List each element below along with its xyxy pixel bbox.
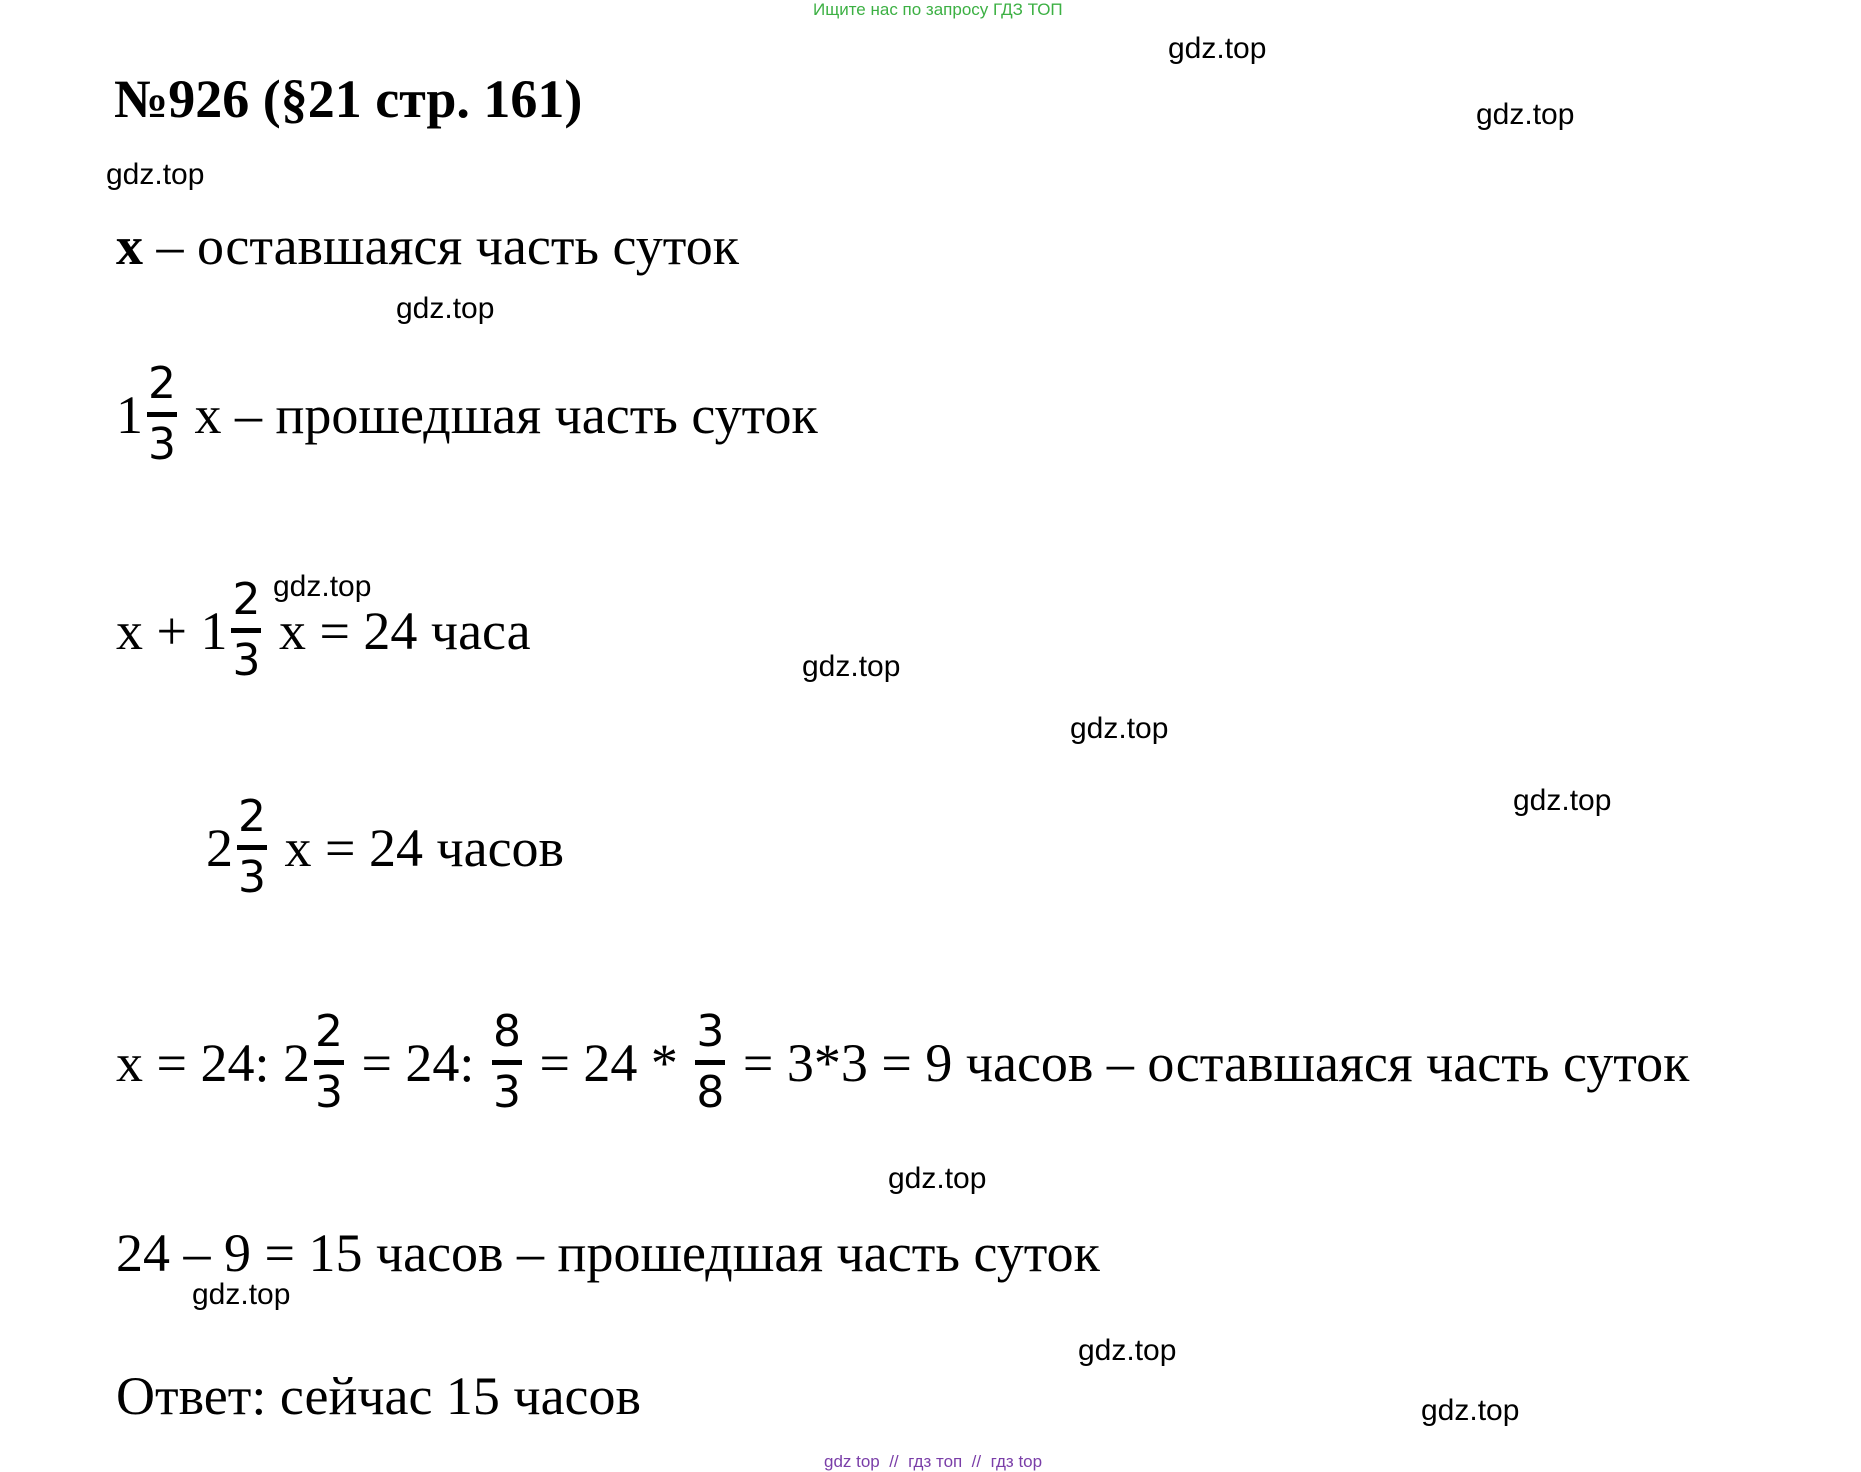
denominator: 3 <box>148 419 176 470</box>
numerator: 2 <box>314 1006 343 1057</box>
watermark: gdz.top <box>802 650 901 683</box>
line-text: x = 24 часов <box>271 817 565 878</box>
denominator: 3 <box>232 635 261 686</box>
line-text: 24 – 9 = 15 часов – прошедшая часть суток <box>116 1223 1100 1283</box>
line-text: = 3*3 = 9 часов – оставшаяся часть суток <box>729 1032 1690 1093</box>
fraction <box>695 1006 725 1118</box>
watermark: gdz.top <box>1421 1394 1520 1427</box>
solution-line-4 <box>206 791 565 903</box>
fraction <box>237 791 267 903</box>
line-text: x – прошедшая часть суток <box>181 384 818 445</box>
watermark: gdz.top <box>1513 784 1612 817</box>
answer-text: Ответ: сейчас 15 часов <box>116 1366 642 1426</box>
footer-watermark: gdz top // гдз топ // гдз top <box>824 1452 1043 1471</box>
solution-line-5 <box>116 1006 1690 1118</box>
problem-title: №926 (§21 стр. 161) <box>114 69 583 129</box>
solution-line-6 <box>116 1222 1100 1284</box>
watermark: gdz.top <box>192 1278 291 1311</box>
fraction <box>492 1006 522 1118</box>
watermark: gdz.top <box>888 1162 987 1195</box>
line-text: x = 24 часа <box>265 600 531 661</box>
fraction <box>147 358 177 470</box>
numerator: 2 <box>232 574 261 625</box>
denominator: 3 <box>238 852 266 903</box>
line-text: = 24: <box>347 1032 488 1093</box>
solution-line-1 <box>116 215 739 277</box>
numerator: 8 <box>492 1006 521 1057</box>
mixed-whole: 2 <box>206 817 233 878</box>
solution-line-3 <box>116 574 531 686</box>
line-text: = 24 * <box>525 1032 692 1093</box>
variable-x: x <box>116 216 143 276</box>
fraction <box>231 574 261 686</box>
watermark: gdz.top <box>1078 1334 1177 1367</box>
watermark: gdz.top <box>396 292 495 325</box>
line-text: – оставшаяся часть суток <box>143 216 739 276</box>
numerator: 2 <box>148 358 176 409</box>
answer-line <box>116 1365 641 1427</box>
mixed-whole: 1 <box>116 384 143 445</box>
watermark: gdz.top <box>1070 712 1169 745</box>
watermark: gdz.top <box>106 158 205 191</box>
denominator: 3 <box>314 1067 343 1118</box>
solution-line-2 <box>116 358 818 470</box>
numerator: 3 <box>696 1006 725 1057</box>
fraction <box>314 1006 344 1118</box>
watermark: gdz.top <box>1476 98 1575 131</box>
denominator: 8 <box>696 1067 725 1118</box>
top-banner: Ищите нас по запросу ГДЗ ТОП <box>813 0 1063 19</box>
watermark: gdz.top <box>273 570 372 603</box>
denominator: 3 <box>492 1067 521 1118</box>
line-text: x + 1 <box>116 600 228 661</box>
numerator: 2 <box>238 791 266 842</box>
watermark: gdz.top <box>1168 32 1267 65</box>
line-text: x = 24: 2 <box>116 1032 310 1093</box>
